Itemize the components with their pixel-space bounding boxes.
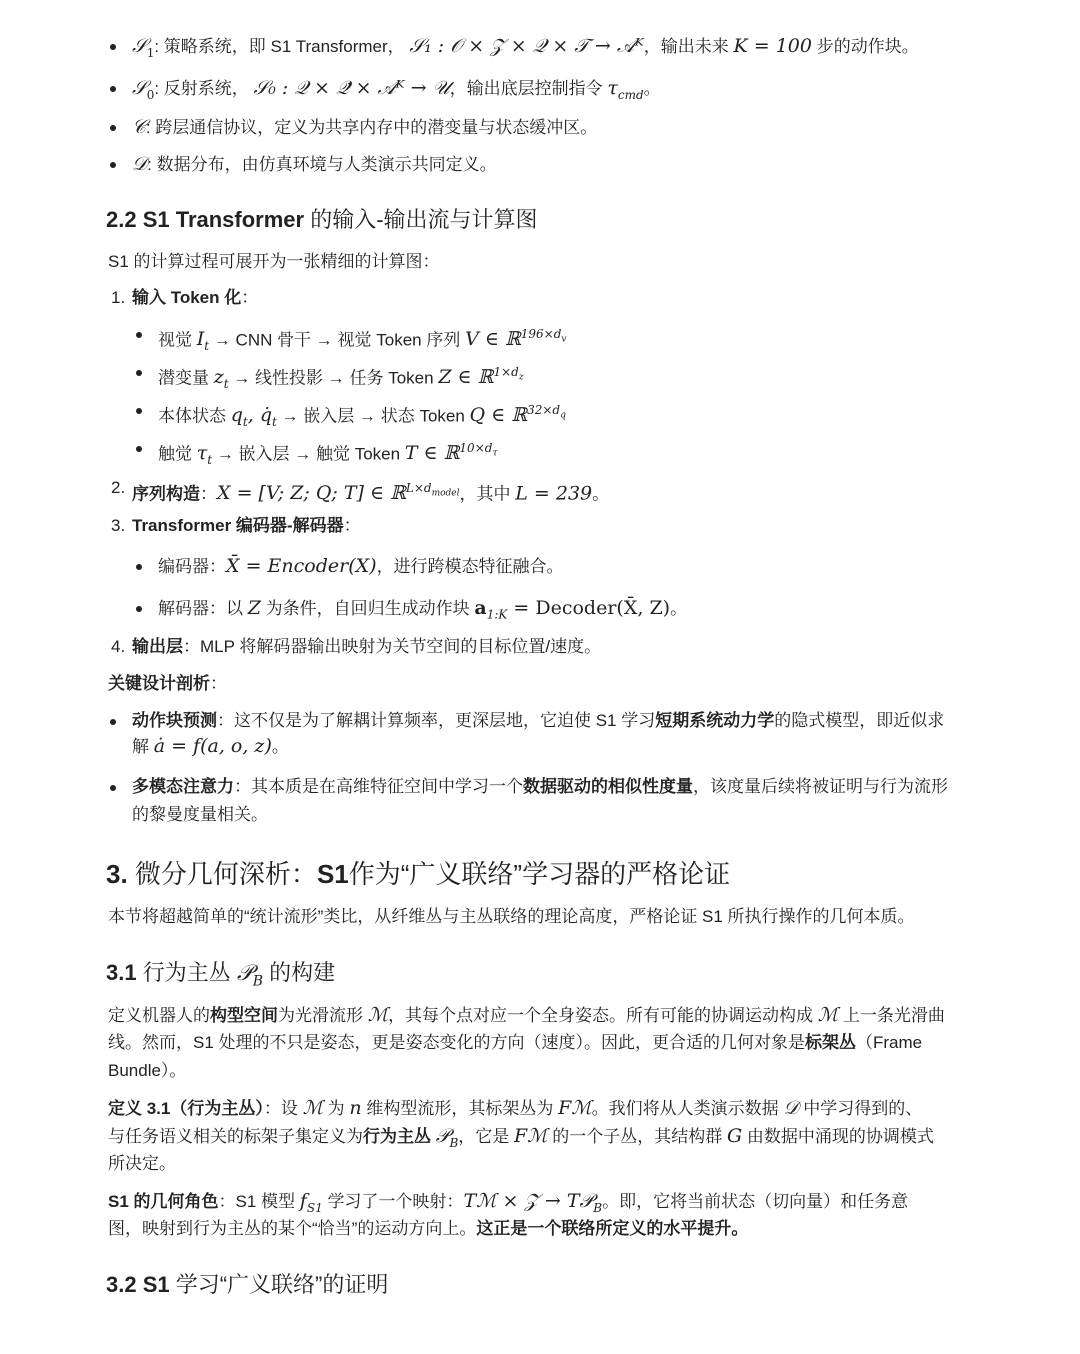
section-3-intro: 本节将超越简单的“统计流形”类比，从纤维丛与主丛联络的理论高度，严格论证 S1 所执行操作的几何本质。 <box>108 907 915 926</box>
key-design-label: 关键设计剖析： <box>108 674 227 693</box>
section-3-1-heading: 3.1 行为主丛 𝒫$_B$ 的构建 <box>106 960 336 990</box>
step-2-title: 序列构造 <box>132 484 200 504</box>
step-1-title: 输入 Token 化 <box>132 288 242 307</box>
c-desc: : 跨层通信协议，定义为共享内存中的潜变量与状态缓冲区。 <box>145 118 598 137</box>
definition-3-1-line3: 所决定。 <box>108 1154 176 1173</box>
d-desc: : 数据分布，由仿真环境与人类演示共同定义。 <box>147 155 497 174</box>
step-1-sub-tactile: 触觉 $\tau_t$ → 嵌入层 → 触觉 Token T ∈ ℝ$^{10\times d_\tau}$ <box>158 436 497 472</box>
step-4: 4. 输出层：MLP 将解码器输出映射为关节空间的目标位置/速度。 <box>111 637 602 656</box>
section-3-heading: 3. 微分几何深析：S1作为“广义联络”学习器的严格论证 <box>106 859 731 889</box>
s0-formula: 𝒮₀ : 𝒬 × 𝒬̇ × 𝒜ᴷ → 𝒰 <box>253 77 450 99</box>
s1-formula: 𝒮₁ : 𝒪 × 𝒵 × 𝒬 × 𝒯 → 𝒜ᴷ <box>409 35 644 57</box>
step-3: 3. Transformer 编码器-解码器： <box>111 516 361 535</box>
definition-3-1-line2: 与任务语义相关的标架子集定义为行为主丛 𝒫$_B$，它是 Fℳ 的一个子丛，其结构群 G 由数据中涌现的协调模式 <box>108 1125 934 1150</box>
s0-desc-c: 。 <box>643 79 661 98</box>
section-3-2-heading: 3.2 S1 学习“广义联络”的证明 <box>106 1272 389 1297</box>
section-2-2-intro: S1 的计算过程可展开为一张精细的计算图： <box>108 252 440 271</box>
definition-3-1-line1: 定义 3.1（行为主丛）：设 ℳ 为 n 维构型流形，其标架丛为 Fℳ。我们将从人类演示数据 𝒟 中学习得到的、 <box>108 1097 923 1119</box>
s1-role-line2: 图，映射到行为主丛的某个“恰当”的运动方向上。这正是一个联络所定义的水平提升。 <box>108 1219 749 1238</box>
step-1-sub-latent: 潜变量 $z_t$ → 线性投影 → 任务 Token Z ∈ ℝ$^{1\times d_z}$ <box>158 360 524 396</box>
symbol-s0: 𝒮$_0$ <box>132 77 155 102</box>
symbol-c: 𝒞 <box>132 116 146 138</box>
step-4-title: 输出层 <box>132 637 183 656</box>
step-3-decoder: 解码器：以 Z 为条件，自回归生成动作块 $a_{1:K}$ = Decoder(X̄, Z)。 <box>158 596 687 626</box>
key-design-item-attention: 多模态注意力：其本质是在高维特征空间中学习一个数据驱动的相似性度量，该度量后续将被证明与行为流形 <box>132 775 948 799</box>
step-3-encoder: 编码器：X̄ = Encoder(X)，进行跨模态特征融合。 <box>158 555 564 577</box>
bullet-d <box>132 152 497 177</box>
s0-desc: : 反射系统， <box>154 79 249 98</box>
step-1-sub-proprio: 本体状态 $q_t$, $q̇_t$ → 嵌入层 → 状态 Token Q ∈ ℝ$^{32\times d_q}$ <box>158 398 566 434</box>
s1-desc-b: ，输出未来 <box>643 37 729 56</box>
key-design-item-attention-line2: 的黎曼度量相关。 <box>132 805 268 824</box>
step-1-sub-vision: 视觉 $I_t$ → CNN 骨干 → 视觉 Token 序列 V ∈ ℝ$^{196\times d_v}$ <box>158 322 566 358</box>
key-design-item-action-chunk-line2: 解 ȧ = f(a, o, z)。 <box>132 735 289 757</box>
symbol-s1: 𝒮$_1$ <box>132 35 155 60</box>
s1-desc: : 策略系统，即 S1 Transformer， <box>154 37 405 56</box>
section-2-2-heading: 2.2 S1 Transformer 的输入-输出流与计算图 <box>106 207 538 232</box>
symbol-d: 𝒟 <box>132 153 148 175</box>
step-2: 2. 序列构造：X = [V; Z; Q; T] ∈ ℝ$^{L\times d_{model}}$，其中 L = 239。 <box>111 478 610 505</box>
s1-role-line1: S1 的几何角色：S1 模型 $f_{S1}$ 学习了一个映射：Tℳ × 𝒵 → T𝒫$_B$。即，它将当前状态（切向量）和任务意 <box>108 1190 909 1215</box>
section-3-1-p1-line1: 定义机器人的构型空间为光滑流形 ℳ，其每个点对应一个全身姿态。所有可能的协调运动构成 ℳ 上一条光滑曲 <box>108 1004 945 1026</box>
step-3-title: Transformer 编码器-解码器 <box>132 516 344 535</box>
bullet-s1 <box>132 34 919 65</box>
s0-desc-b: ，输出底层控制指令 <box>449 79 603 98</box>
s0-formula-tau: $\tau_{cmd}$ <box>607 77 644 102</box>
section-3-1-p1-line2: 线。然而，S1 处理的不只是姿态，更是姿态变化的方向（速度）。因此，更合适的几何对象是标架丛（Frame <box>108 1033 923 1052</box>
step-1: 1. 输入 Token 化： <box>111 288 259 307</box>
bullet-s0 <box>132 76 661 107</box>
s1-formula-k: K = 100 <box>733 35 812 57</box>
key-design-item-action-chunk: 动作块预测：这不仅是为了解耦计算频率，更深层地，它迫使 S1 学习短期系统动力学的隐式模型，即近似求 <box>132 709 944 733</box>
section-3-1-p1-line3: Bundle）。 <box>108 1061 187 1080</box>
bullet-c <box>132 115 597 140</box>
s1-desc-c: 步的动作块。 <box>816 37 919 56</box>
